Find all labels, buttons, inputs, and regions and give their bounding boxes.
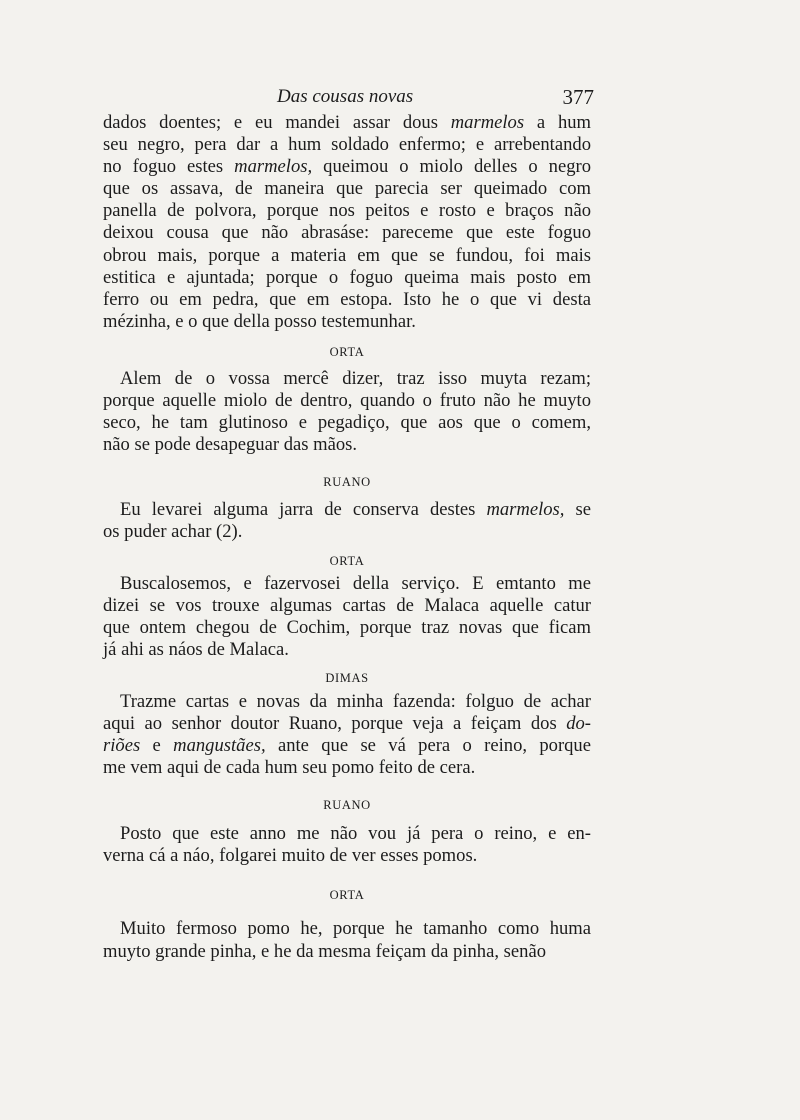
- italic-term: marmelos,: [486, 499, 565, 521]
- paragraph: [103, 573, 591, 661]
- text-run: já ahi as náos de Malaca.: [103, 638, 289, 660]
- italic-term: marmelos,: [234, 156, 313, 178]
- speaker-label: ORTA: [329, 888, 365, 903]
- text-line: [103, 200, 591, 222]
- text-line: [103, 735, 591, 757]
- text-run: Trazme cartas e novas da minha fazenda: folguo de achar: [120, 690, 591, 712]
- text-run: ferro ou em pedra, que em estopa. Isto he o que vi desta: [103, 288, 591, 310]
- text-line: [103, 617, 591, 639]
- text-line: [103, 823, 591, 845]
- italic-term: riões: [103, 735, 141, 757]
- text-line: [103, 178, 591, 200]
- speaker-label: ORTA: [329, 344, 365, 359]
- text-run: dados doentes; e eu mandei assar dous: [103, 112, 451, 133]
- text-run: Alem de o vossa mercê dizer, traz isso muyta rezam;: [120, 367, 591, 389]
- text-run: Posto que este anno me não vou já pera o reino, e en-: [120, 823, 591, 845]
- speaker-label: RUANO: [323, 798, 371, 813]
- speaker-label: RUANO: [323, 475, 371, 490]
- text-line: [103, 412, 591, 434]
- text-run: que os assava, de maneira que parecia ser queimado com: [103, 178, 591, 200]
- text-run: Eu levarei alguma jarra de conserva destes: [120, 499, 487, 521]
- text-run: me vem aqui de cada hum seu pomo feito de cera.: [103, 757, 476, 779]
- text-line: [103, 112, 591, 134]
- body-text: [103, 112, 591, 963]
- text-run: queimou o miolo delles o negro: [312, 156, 591, 178]
- text-line: [103, 245, 591, 267]
- text-run: no foguo estes: [103, 156, 235, 178]
- running-title: Das cousas novas: [277, 86, 414, 107]
- text-run: Muito fermoso pomo he, porque he tamanho como huma: [120, 918, 591, 940]
- text-line: [103, 499, 591, 521]
- text-line: [103, 390, 591, 412]
- text-run: verna cá a náo, folgarei muito de ver esses pomos.: [103, 845, 478, 867]
- text-run: Buscalosemos, e fazervosei della serviço. E emtanto me: [120, 572, 591, 594]
- text-run: que ontem chegou de Cochim, porque traz novas que ficam: [103, 616, 591, 638]
- text-line: [103, 941, 591, 963]
- text-line: [103, 134, 591, 156]
- text-line: [103, 222, 591, 244]
- paragraph: [103, 691, 591, 779]
- text-line: [103, 289, 591, 311]
- text-run: muyto grande pinha, e he da mesma feiçam da pinha, senão: [103, 940, 546, 962]
- page-number: 377: [562, 85, 594, 109]
- text-run: seu negro, pera dar a hum soldado enfermo; e arrebentando: [103, 134, 591, 156]
- text-run: seco, he tam glutinoso e pegadiço, que aos que o comem,: [103, 412, 591, 434]
- text-line: [103, 267, 591, 289]
- text-line: [103, 156, 591, 178]
- text-run: a hum: [524, 112, 591, 133]
- text-run: os puder achar (2).: [103, 521, 243, 543]
- speaker-label: ORTA: [329, 553, 365, 568]
- text-run: panella de polvora, porque nos peitos e rosto e braços não: [103, 200, 591, 222]
- paragraph: [103, 112, 591, 333]
- text-run: e: [140, 735, 174, 757]
- paragraph: [103, 918, 591, 962]
- text-line: [103, 368, 591, 390]
- text-run: ante que se vá pera o reino, porque: [265, 735, 591, 757]
- text-line: [103, 311, 591, 333]
- paragraph: [103, 368, 591, 456]
- running-head: [103, 78, 594, 112]
- text-line: [103, 713, 591, 735]
- text-run: deixou cousa que não abrasáse: pareceme que este foguo: [103, 222, 591, 244]
- text-run: porque aquelle miolo de dentro, quando o fruto não he muyto: [103, 390, 591, 412]
- text-line: [103, 573, 591, 595]
- italic-term: mangustães,: [173, 735, 266, 757]
- text-run: não se pode desapeguar das mãos.: [103, 434, 358, 456]
- text-run: aqui ao senhor doutor Ruano, porque veja a feiçam dos: [103, 712, 567, 734]
- text-line: [103, 595, 591, 617]
- text-run: estitica e ajuntada; porque o foguo queima mais posto em: [103, 266, 591, 288]
- page: [103, 78, 594, 963]
- text-line: [103, 845, 591, 867]
- text-run: se: [564, 499, 591, 521]
- text-line: [103, 691, 591, 713]
- text-line: [103, 918, 591, 940]
- text-run: dizei se vos trouxe algumas cartas de Malaca aquelle catur: [103, 594, 591, 616]
- text-run: obrou mais, porque a materia em que se fundou, foi mais: [103, 244, 591, 266]
- paragraph: [103, 823, 591, 867]
- text-line: [103, 521, 591, 543]
- paragraph: [103, 499, 591, 543]
- italic-term: do-: [566, 712, 591, 734]
- text-line: [103, 757, 591, 779]
- text-line: [103, 434, 591, 456]
- italic-term: marmelos: [450, 112, 525, 133]
- speaker-label: DIMAS: [325, 670, 369, 685]
- text-line: [103, 639, 591, 661]
- text-run: mézinha, e o que della posso testemunhar.: [103, 310, 416, 332]
